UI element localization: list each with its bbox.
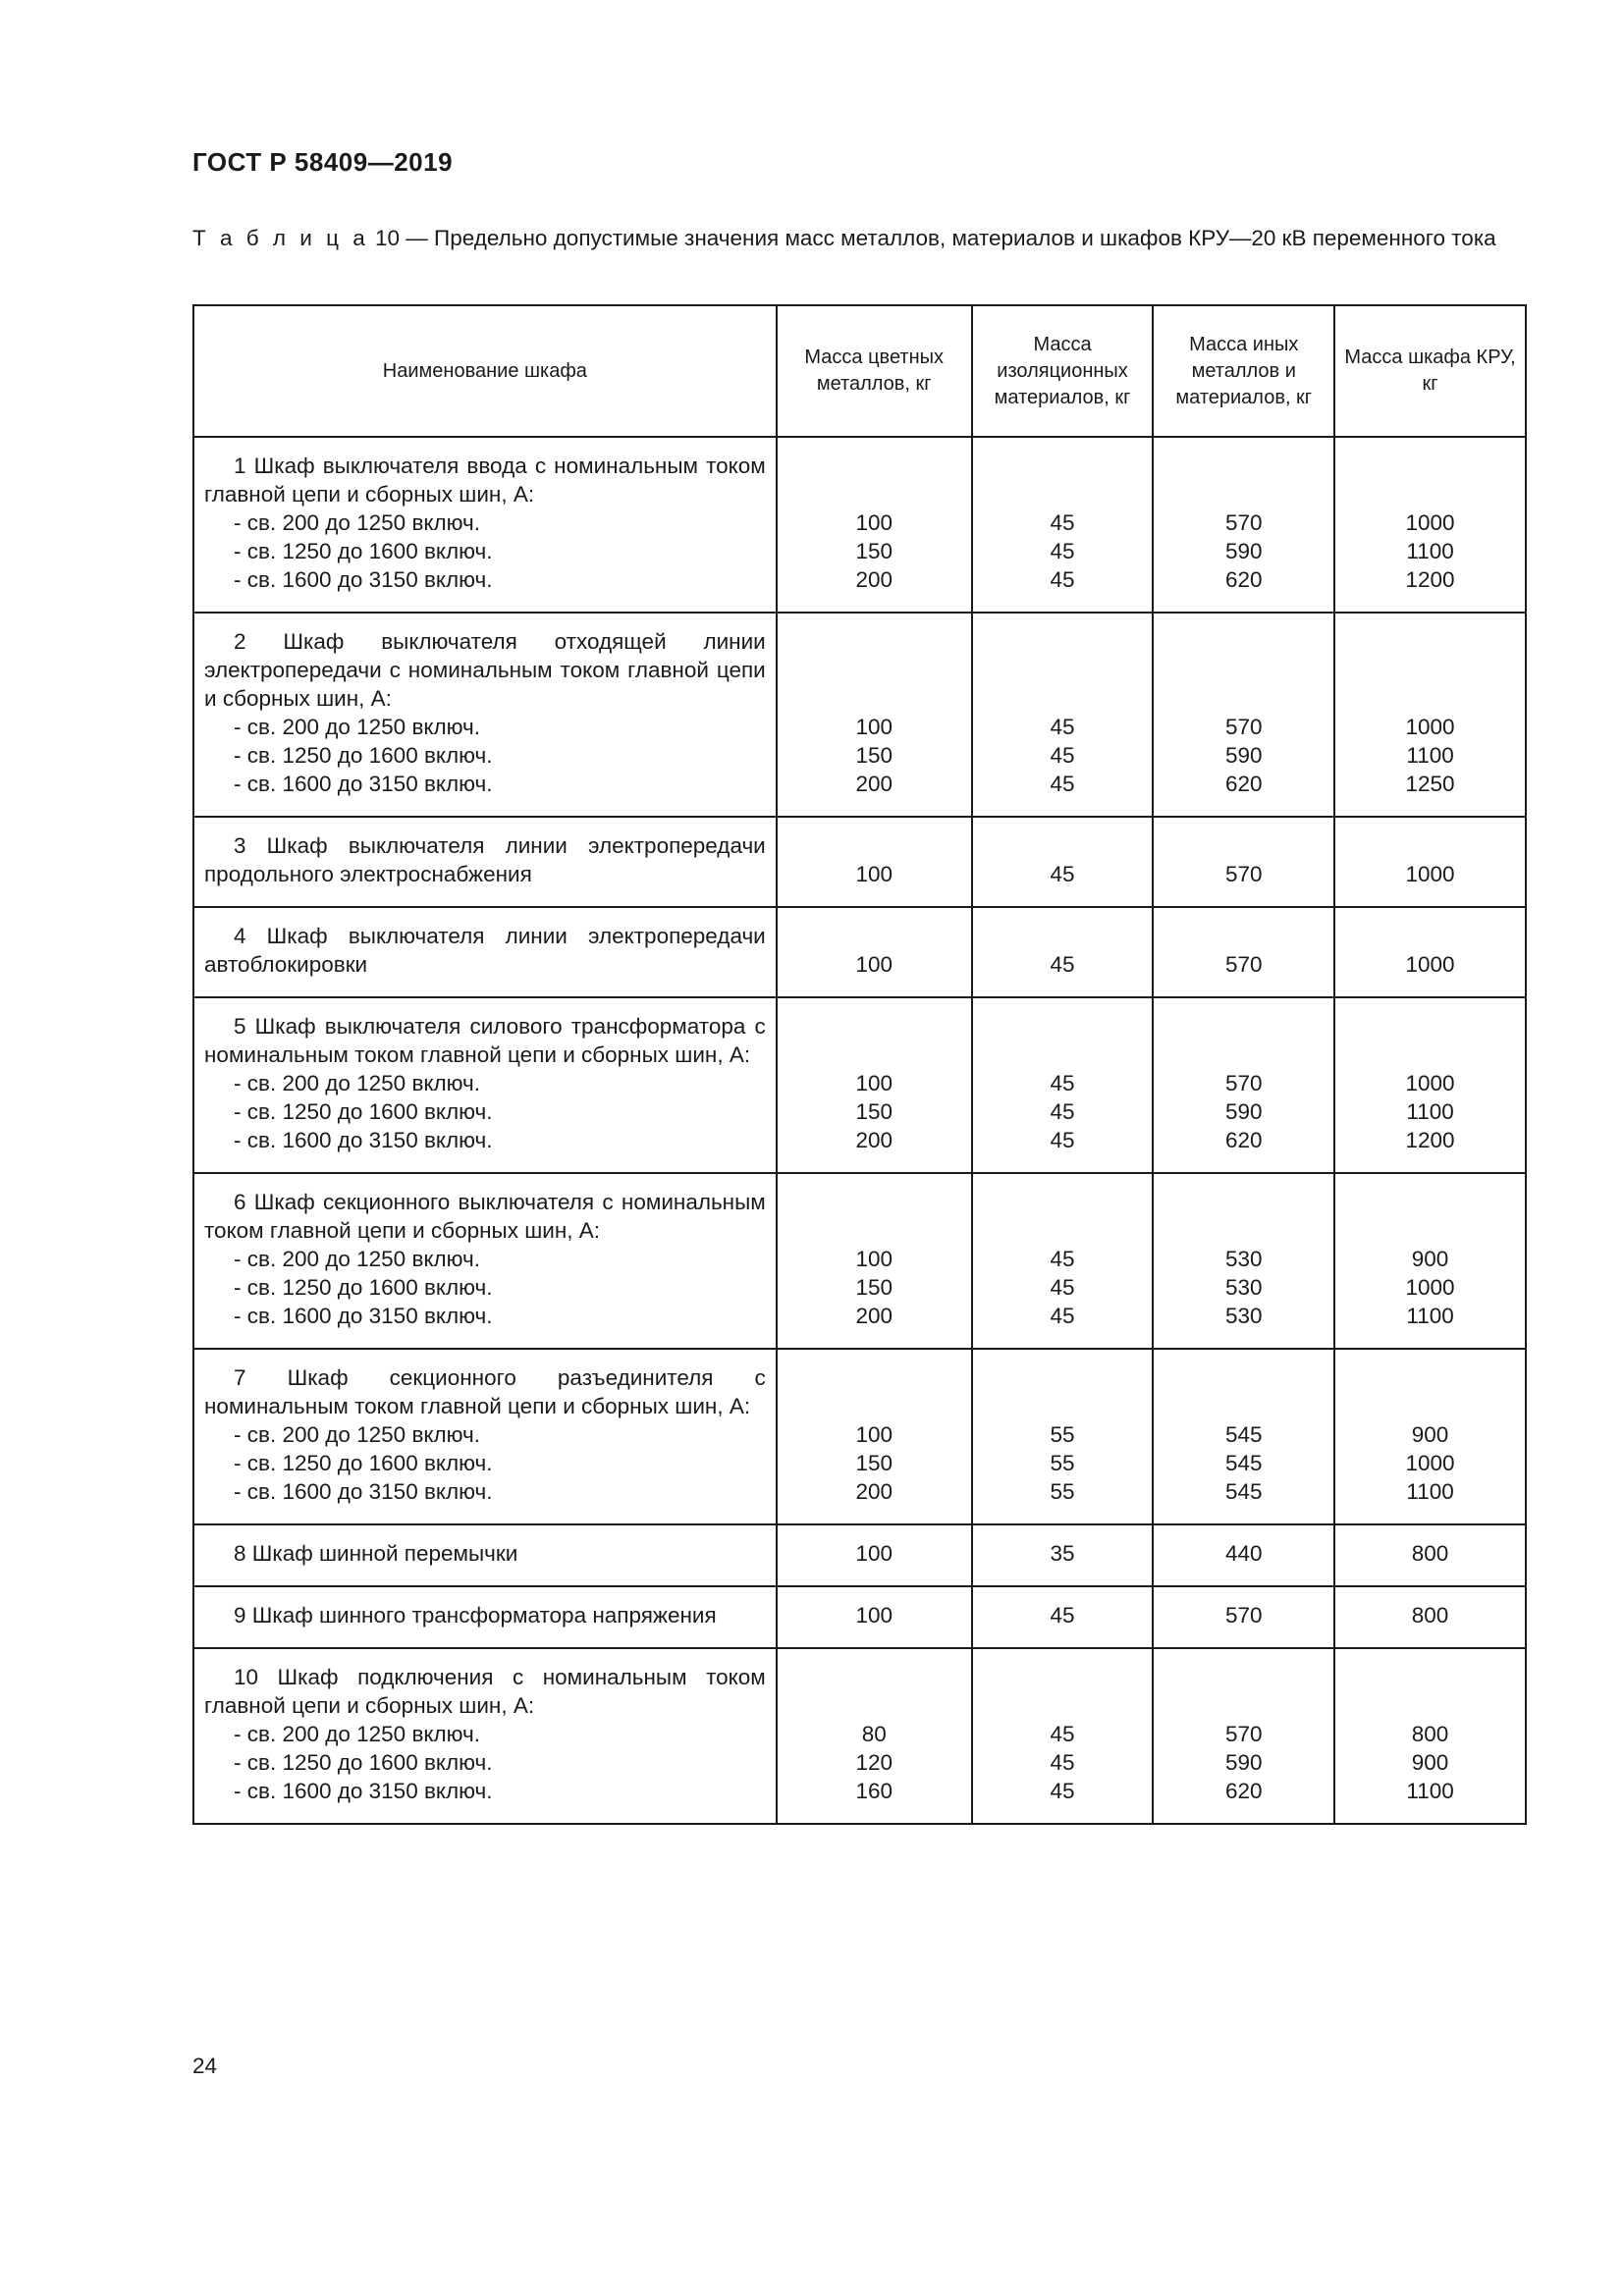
current-range-label: - св. 1250 до 1600 включ.	[234, 1750, 493, 1775]
mass-value: 590	[1224, 743, 1263, 768]
mass-value: 1000	[1405, 862, 1455, 886]
cell-nonferrous-mass	[777, 907, 972, 997]
cell-insulation-mass	[972, 997, 1154, 1173]
mass-value: 800	[1411, 1541, 1449, 1566]
current-range-label: - св. 1250 до 1600 включ.	[234, 1099, 493, 1124]
mass-value: 440	[1224, 1541, 1263, 1566]
mass-value: 570	[1224, 510, 1263, 535]
cell-other-mass	[1153, 1524, 1334, 1586]
table-row	[193, 437, 1526, 613]
mass-value: 100	[855, 862, 893, 886]
mass-value: 590	[1224, 1099, 1263, 1124]
cell-cabinet-mass	[1334, 1648, 1526, 1824]
mass-value: 200	[855, 567, 893, 592]
mass-value: 80	[861, 1722, 887, 1746]
table-row	[193, 817, 1526, 907]
mass-value: 45	[1050, 1275, 1075, 1300]
mass-value: 45	[1050, 1247, 1075, 1271]
mass-value: 530	[1224, 1304, 1263, 1328]
cell-cabinet-name	[193, 1586, 777, 1648]
mass-value: 45	[1050, 743, 1075, 768]
cell-nonferrous-mass	[777, 817, 972, 907]
mass-value: 1100	[1406, 539, 1454, 563]
mass-value: 530	[1224, 1275, 1263, 1300]
cell-cabinet-mass	[1334, 997, 1526, 1173]
current-range-label: - св. 1600 до 3150 включ.	[234, 1479, 493, 1504]
mass-value: 120	[855, 1750, 893, 1775]
mass-value: 45	[1050, 772, 1075, 796]
mass-value: 200	[855, 1304, 893, 1328]
cell-insulation-mass	[972, 907, 1154, 997]
cell-cabinet-mass	[1334, 1586, 1526, 1648]
cell-cabinet-name	[193, 1524, 777, 1586]
cell-other-mass	[1153, 817, 1334, 907]
table-row	[193, 1586, 1526, 1648]
mass-value: 570	[1224, 1603, 1263, 1628]
cell-insulation-mass	[972, 1586, 1154, 1648]
table-row	[193, 613, 1526, 817]
cell-cabinet-name	[193, 613, 777, 817]
mass-value: 620	[1224, 1128, 1263, 1152]
mass-value: 1000	[1405, 952, 1455, 977]
mass-value: 570	[1224, 1722, 1263, 1746]
mass-value: 590	[1224, 539, 1263, 563]
current-range-label: - св. 1250 до 1600 включ.	[234, 539, 493, 563]
cell-nonferrous-mass	[777, 1173, 972, 1349]
mass-value: 1100	[1406, 1099, 1454, 1124]
cell-cabinet-mass	[1334, 1173, 1526, 1349]
mass-value: 100	[855, 1603, 893, 1628]
cell-nonferrous-mass	[777, 1524, 972, 1586]
current-range-label: - св. 1600 до 3150 включ.	[234, 1304, 493, 1328]
cell-cabinet-name	[193, 997, 777, 1173]
mass-value: 100	[855, 1071, 893, 1095]
current-range-label: - св. 1600 до 3150 включ.	[234, 772, 493, 796]
cabinet-title: 3 Шкаф выключателя линии электропередачи продольного электроснабжения	[204, 833, 766, 886]
mass-value: 45	[1050, 1779, 1075, 1803]
cell-cabinet-name	[193, 437, 777, 613]
table-caption	[192, 224, 1528, 253]
cell-nonferrous-mass	[777, 997, 972, 1173]
cell-other-mass	[1153, 997, 1334, 1173]
header-other-mass: Масса иных металлов и материалов, кг	[1153, 305, 1334, 437]
mass-value: 35	[1050, 1541, 1075, 1566]
mass-value: 620	[1224, 772, 1263, 796]
mass-value: 1200	[1405, 567, 1455, 592]
mass-value: 45	[1050, 1603, 1075, 1628]
mass-value: 800	[1411, 1603, 1449, 1628]
cell-other-mass	[1153, 437, 1334, 613]
mass-value: 200	[855, 772, 893, 796]
header-cabinet-name: Наименование шкафа	[193, 305, 777, 437]
cell-other-mass	[1153, 1173, 1334, 1349]
cabinet-title: 8 Шкаф шинной перемычки	[234, 1541, 518, 1566]
header-insulation-mass: Масса изоляционных материалов, кг	[972, 305, 1154, 437]
caption-text: 10 — Предельно допустимые значения масс металлов, материалов и шкафов КРУ—20 кВ переменного тока	[368, 226, 1496, 250]
table-row	[193, 997, 1526, 1173]
cabinet-title: 2 Шкаф выключателя отходящей линии электропередачи с номинальным током главной цепи и сборных шин, А:	[204, 629, 766, 711]
mass-value: 200	[855, 1479, 893, 1504]
cell-other-mass	[1153, 1648, 1334, 1824]
current-range-label: - св. 200 до 1250 включ.	[234, 715, 480, 739]
mass-value: 45	[1050, 1750, 1075, 1775]
mass-value: 590	[1224, 1750, 1263, 1775]
mass-value: 570	[1224, 715, 1263, 739]
cell-other-mass	[1153, 1349, 1334, 1524]
mass-value: 45	[1050, 1099, 1075, 1124]
header-cabinet-mass: Масса шкафа КРУ, кг	[1334, 305, 1526, 437]
cabinet-title: 1 Шкаф выключателя ввода с номинальным током главной цепи и сборных шин, А:	[204, 454, 766, 507]
mass-value: 55	[1050, 1451, 1075, 1475]
mass-value: 45	[1050, 510, 1075, 535]
mass-value: 100	[855, 510, 893, 535]
mass-value: 45	[1050, 1071, 1075, 1095]
mass-value: 45	[1050, 1722, 1075, 1746]
mass-value: 150	[855, 539, 893, 563]
cell-insulation-mass	[972, 1524, 1154, 1586]
mass-value: 160	[855, 1779, 893, 1803]
mass-value: 45	[1050, 862, 1075, 886]
current-range-label: - св. 1250 до 1600 включ.	[234, 1275, 493, 1300]
cell-cabinet-mass	[1334, 1524, 1526, 1586]
cell-cabinet-mass	[1334, 1349, 1526, 1524]
mass-value: 545	[1224, 1451, 1263, 1475]
mass-value: 900	[1411, 1247, 1449, 1271]
cell-cabinet-mass	[1334, 437, 1526, 613]
mass-value: 620	[1224, 1779, 1263, 1803]
current-range-label: - св. 1600 до 3150 включ.	[234, 1779, 493, 1803]
mass-value: 150	[855, 1099, 893, 1124]
mass-value: 1000	[1405, 1071, 1455, 1095]
mass-value: 1000	[1405, 510, 1455, 535]
table-row	[193, 1524, 1526, 1586]
mass-value: 1100	[1406, 1779, 1454, 1803]
mass-value: 150	[855, 1451, 893, 1475]
cell-cabinet-name	[193, 817, 777, 907]
current-range-label: - св. 200 до 1250 включ.	[234, 1422, 480, 1447]
mass-value: 545	[1224, 1479, 1263, 1504]
cell-nonferrous-mass	[777, 613, 972, 817]
cell-cabinet-mass	[1334, 613, 1526, 817]
mass-value: 150	[855, 743, 893, 768]
mass-value: 55	[1050, 1422, 1075, 1447]
cabinet-title: 6 Шкаф секционного выключателя с номинальным током главной цепи и сборных шин, А:	[204, 1190, 766, 1243]
current-range-label: - св. 1250 до 1600 включ.	[234, 1451, 493, 1475]
mass-value: 200	[855, 1128, 893, 1152]
table-header-row	[193, 305, 1526, 437]
document-header: ГОСТ Р 58409—2019	[192, 147, 454, 177]
mass-value: 45	[1050, 567, 1075, 592]
mass-value: 570	[1224, 952, 1263, 977]
cell-insulation-mass	[972, 437, 1154, 613]
mass-value: 45	[1050, 952, 1075, 977]
cabinet-title: 9 Шкаф шинного трансформатора напряжения	[234, 1603, 717, 1628]
cabinet-title: 4 Шкаф выключателя линии электропередачи автоблокировки	[204, 924, 766, 977]
current-range-label: - св. 1600 до 3150 включ.	[234, 567, 493, 592]
mass-value: 1000	[1405, 1451, 1455, 1475]
mass-value: 1000	[1405, 715, 1455, 739]
header-nonferrous-mass: Масса цветных металлов, кг	[777, 305, 972, 437]
mass-value: 1100	[1406, 1304, 1454, 1328]
cell-nonferrous-mass	[777, 1648, 972, 1824]
current-range-label: - св. 1250 до 1600 включ.	[234, 743, 493, 768]
cell-cabinet-name	[193, 907, 777, 997]
current-range-label: - св. 1600 до 3150 включ.	[234, 1128, 493, 1152]
table-row	[193, 907, 1526, 997]
mass-value: 100	[855, 952, 893, 977]
mass-value: 45	[1050, 715, 1075, 739]
cabinet-title: 7 Шкаф секционного разъединителя с номинальным током главной цепи и сборных шин, А:	[204, 1365, 766, 1418]
cell-insulation-mass	[972, 817, 1154, 907]
mass-value: 620	[1224, 567, 1263, 592]
mass-value: 45	[1050, 1304, 1075, 1328]
mass-value: 100	[855, 715, 893, 739]
caption-prefix: Т а б л и ц а	[192, 226, 369, 250]
mass-value: 1200	[1405, 1128, 1455, 1152]
current-range-label: - св. 200 до 1250 включ.	[234, 510, 480, 535]
mass-value: 150	[855, 1275, 893, 1300]
cell-other-mass	[1153, 907, 1334, 997]
cell-insulation-mass	[972, 1648, 1154, 1824]
cell-insulation-mass	[972, 613, 1154, 817]
mass-value: 570	[1224, 1071, 1263, 1095]
cell-nonferrous-mass	[777, 437, 972, 613]
mass-value: 1250	[1405, 772, 1455, 796]
cell-cabinet-name	[193, 1349, 777, 1524]
mass-limits-table	[192, 304, 1527, 1825]
cell-cabinet-name	[193, 1173, 777, 1349]
cabinet-title: 10 Шкаф подключения с номинальным током главной цепи и сборных шин, А:	[204, 1665, 766, 1718]
table-row	[193, 1648, 1526, 1824]
cabinet-title: 5 Шкаф выключателя силового трансформатора с номинальным током главной цепи и сборных шин, А:	[204, 1014, 766, 1067]
cell-other-mass	[1153, 613, 1334, 817]
mass-value: 900	[1411, 1422, 1449, 1447]
cell-cabinet-mass	[1334, 907, 1526, 997]
cell-insulation-mass	[972, 1173, 1154, 1349]
mass-value: 545	[1224, 1422, 1263, 1447]
mass-value: 100	[855, 1541, 893, 1566]
cell-insulation-mass	[972, 1349, 1154, 1524]
current-range-label: - св. 200 до 1250 включ.	[234, 1071, 480, 1095]
current-range-label: - св. 200 до 1250 включ.	[234, 1722, 480, 1746]
mass-value: 1100	[1406, 743, 1454, 768]
cell-other-mass	[1153, 1586, 1334, 1648]
mass-value: 100	[855, 1247, 893, 1271]
mass-value: 800	[1411, 1722, 1449, 1746]
mass-value: 100	[855, 1422, 893, 1447]
mass-value: 900	[1411, 1750, 1449, 1775]
mass-value: 45	[1050, 539, 1075, 563]
cell-nonferrous-mass	[777, 1349, 972, 1524]
cell-cabinet-mass	[1334, 817, 1526, 907]
current-range-label: - св. 200 до 1250 включ.	[234, 1247, 480, 1271]
mass-value: 45	[1050, 1128, 1075, 1152]
mass-value: 55	[1050, 1479, 1075, 1504]
table-row	[193, 1349, 1526, 1524]
cell-nonferrous-mass	[777, 1586, 972, 1648]
cell-cabinet-name	[193, 1648, 777, 1824]
mass-value: 1000	[1405, 1275, 1455, 1300]
table-row	[193, 1173, 1526, 1349]
page-number: 24	[192, 2054, 218, 2078]
mass-value: 570	[1224, 862, 1263, 886]
mass-value: 1100	[1406, 1479, 1454, 1504]
mass-value: 530	[1224, 1247, 1263, 1271]
